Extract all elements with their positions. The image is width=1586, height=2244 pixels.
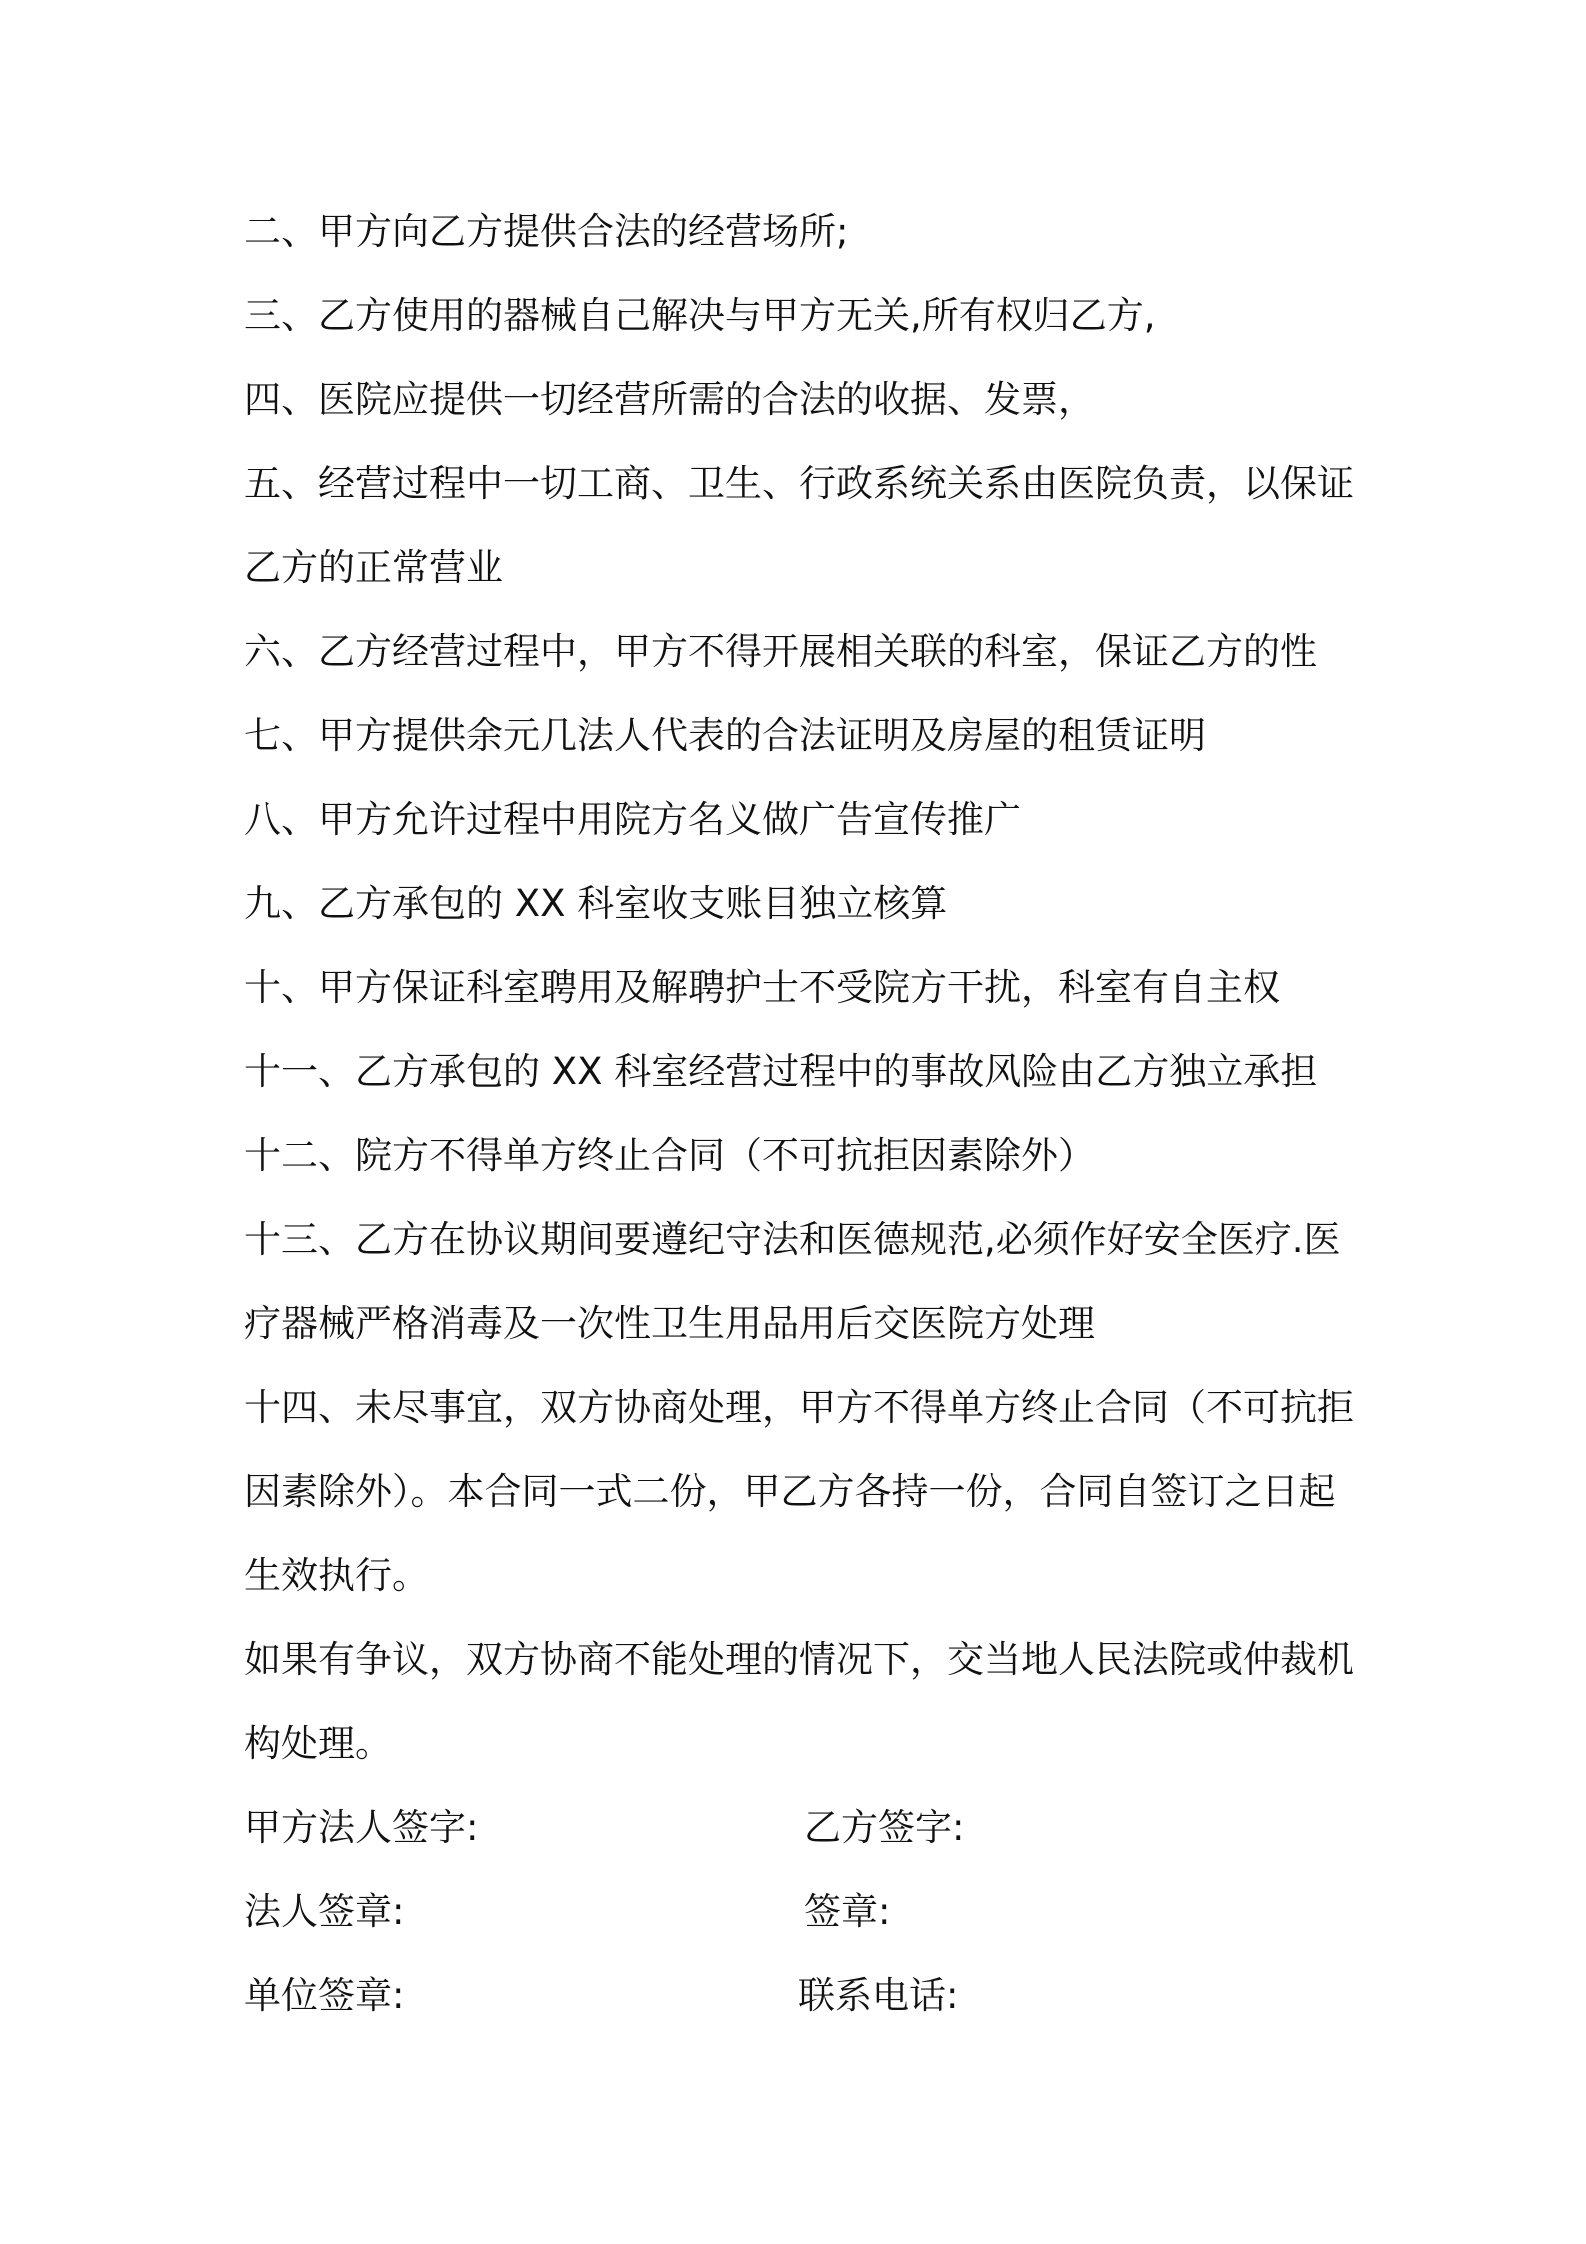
signature-row [244,1870,1364,1954]
contract-body [244,190,1364,2038]
clause-13: 十三、乙方在协议期间要遵纪守法和医德规范,必须作好安全医疗.医疗器械严格消毒及一次性卫生用品用后交医院方处理 [244,1218,1341,1345]
clause-9: 九、乙方承包的 XX 科室收支账目独立核算 [244,882,948,925]
signature-row [244,1786,1364,1870]
dispute-clause: 如果有争议，双方协商不能处理的情况下，交当地人民法院或仲裁机构处理。 [244,1638,1354,1765]
clause-6: 六、乙方经营过程中，甲方不得开展相关联的科室，保证乙方的性 [244,630,1317,673]
party-a-legal-signature-label: 甲方法人签字: [244,1806,479,1849]
party-b-signature-label: 乙方签字: [804,1806,965,1849]
unit-seal-label: 单位签章: [244,1974,405,2017]
clause-7: 七、甲方提供余元几法人代表的合法证明及房屋的租赁证明 [244,714,1206,757]
signature-block [244,1786,1364,2038]
clause-11: 十一、乙方承包的 XX 科室经营过程中的事故风险由乙方独立承担 [244,1050,1318,1093]
party-b-seal-label: 签章: [804,1890,891,1933]
clause-5: 五、经营过程中一切工商、卫生、行政系统关系由医院负责，以保证乙方的正常营业 [244,462,1354,589]
clause-4: 四、医院应提供一切经营所需的合法的收据、发票， [244,378,1095,421]
clause-12: 十二、院方不得单方终止合同（不可抗拒因素除外） [244,1134,1095,1177]
signature-row [244,1954,1364,2038]
clause-10: 十、甲方保证科室聘用及解聘护士不受院方干扰，科室有自主权 [244,966,1280,1009]
clause-2: 二、甲方向乙方提供合法的经营场所; [244,210,849,253]
legal-seal-label: 法人签章: [244,1890,405,1933]
clause-3: 三、乙方使用的器械自己解决与甲方无关,所有权归乙方, [244,294,1156,337]
clause-14: 十四、未尽事宜，双方协商处理，甲方不得单方终止合同（不可抗拒因素除外）。本合同一式二份，甲乙方各持一份，合同自签订之日起生效执行。 [244,1386,1354,1597]
contact-phone-label: 联系电话: [798,1974,959,2017]
clause-8: 八、甲方允许过程中用院方名义做广告宣传推广 [244,798,1021,841]
